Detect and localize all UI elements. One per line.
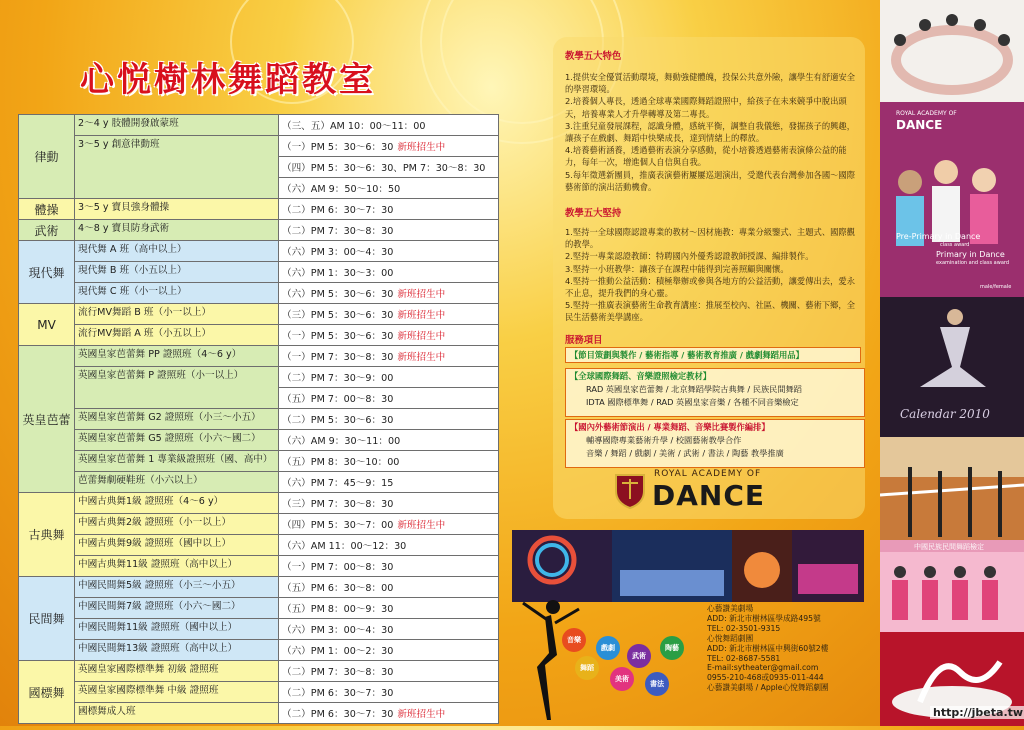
time-cell <box>279 136 499 157</box>
category-cell: 古典舞 <box>19 493 75 577</box>
services-box-3-line: 音樂 / 舞蹈 / 戲劇 / 美術 / 武術 / 書法 / 陶藝 教學推廣 <box>586 448 784 458</box>
time-text: （六）AM 9：30～11：00 <box>282 436 401 447</box>
table-row <box>19 346 499 367</box>
time-cell <box>279 619 499 640</box>
time-cell <box>279 304 499 325</box>
time-text: （六）PM 1：30～3：00 <box>282 268 394 279</box>
category-cell: 英皇芭蕾 <box>19 346 75 493</box>
class-cell: 中國民間舞7級 證照班（小六～國二） <box>75 598 279 619</box>
table-row <box>19 241 499 262</box>
contact-line: E-mail:sytheater@gmail.com <box>707 663 819 673</box>
folk-banner-caption: 中國民族民間舞蹈檢定 <box>914 543 984 551</box>
class-cell: 英國皇家芭蕾舞 1 專業級證照班（國、高中） <box>75 451 279 472</box>
rad-top-caption: ROYAL ACADEMY OF <box>896 110 957 117</box>
time-cell <box>279 325 499 346</box>
new-class-badge: 新班招生中 <box>397 520 446 531</box>
time-cell <box>279 451 499 472</box>
contact-info <box>707 604 829 693</box>
table-row <box>19 598 499 619</box>
time-cell <box>279 514 499 535</box>
art-circle: 美術 <box>610 667 634 691</box>
time-text: （二）PM 7：30～8：30 <box>282 226 394 237</box>
table-row <box>19 409 499 430</box>
services-box-2-head: 【全球國際舞蹈、音樂證照檢定教材】 <box>570 371 712 381</box>
time-cell <box>279 703 499 724</box>
table-row <box>19 199 499 220</box>
table-row <box>19 682 499 703</box>
time-text: （二）PM 5：30～6：30 <box>282 415 394 426</box>
services-box-1-text: 【節目策劃與製作 / 藝術指導 / 藝術教育推廣 / 戲劇舞蹈用品】 <box>570 350 804 360</box>
watermark: http://jbeta.tw <box>930 706 1024 719</box>
primary-caption: Primary in Dance <box>936 250 1005 259</box>
calendar-caption: Calendar 2010 <box>900 407 990 421</box>
art-circle: 戲劇 <box>596 636 620 660</box>
principles-item: 1.堅持一全球國際認證專業的教材～因材施教：專業分級鑒式、主題式、國際觀的教學。 <box>565 227 856 250</box>
principles-list <box>565 226 858 324</box>
table-row <box>19 703 499 724</box>
new-class-badge: 新班招生中 <box>397 310 446 321</box>
features-item: 5.每年徵選新團員，推廣表演藝術屢屢巡迴演出，受邀代表台灣參加各國～國際藝術節的演出活動機會。 <box>565 169 856 192</box>
table-row <box>19 556 499 577</box>
primary-sub-caption: examination and class award <box>936 260 1010 266</box>
contact-line: 心藝讚美劇場 / Apple心悅舞蹈劇團 <box>707 683 829 693</box>
time-cell <box>279 241 499 262</box>
time-text: （三）PM 7：30～8：30 <box>282 499 394 510</box>
new-class-badge: 新班招生中 <box>397 142 446 153</box>
class-cell: 2～4 y 肢體開發啟蒙班 <box>75 115 279 136</box>
class-cell: 中國民間舞11級 證照班（國中以上） <box>75 619 279 640</box>
principles-title: 教學五大堅持 <box>565 208 622 219</box>
time-cell <box>279 556 499 577</box>
category-cell: 武術 <box>19 220 75 241</box>
time-cell <box>279 409 499 430</box>
time-cell <box>279 535 499 556</box>
class-cell: 現代舞 C 班（小一以上） <box>75 283 279 304</box>
time-text: （二）PM 7：30～9：00 <box>282 373 394 384</box>
time-cell <box>279 493 499 514</box>
mf-caption: male/female <box>980 284 1012 290</box>
category-cell: 國標舞 <box>19 661 75 724</box>
photo-column <box>880 0 1024 726</box>
services-box-2-line: IDTA 國際標準舞 / RAD 英國皇家音樂 / 各種不同音樂檢定 <box>586 397 799 407</box>
class-cell: 中國民間舞5級 證照班（小三～小五） <box>75 577 279 598</box>
time-cell <box>279 283 499 304</box>
services-box-1 <box>565 347 861 363</box>
principles-item: 5.堅持一推廣表演藝術生命教育講座：推展至校內、社區、機關、藝術下鄉，全民生活藝術美學講座。 <box>565 300 856 323</box>
table-row <box>19 577 499 598</box>
table-row <box>19 472 499 493</box>
principles-item: 2.堅持一專業認證教師：特聘國內外優秀認證教師授課、編排製作。 <box>565 251 814 262</box>
class-cell: 芭蕾舞劇硬鞋班（小六以上） <box>75 472 279 493</box>
class-cell: 中國古典舞11級 證照班（高中以上） <box>75 556 279 577</box>
time-text: （六）PM 1：00～2：30 <box>282 646 394 657</box>
time-text: （六）AM 9：50～10：50 <box>282 184 401 195</box>
photo-ballet-barre <box>880 437 1024 540</box>
table-row <box>19 262 499 283</box>
table-row <box>19 304 499 325</box>
time-text: （一）PM 5：30～6：30 <box>282 331 394 342</box>
time-text: （二）PM 6：30～7：30 <box>282 688 394 699</box>
art-circle: 書法 <box>645 672 669 696</box>
class-cell: 英國皇家芭蕾舞 G5 證照班（小六～國二） <box>75 430 279 451</box>
time-text: （二）PM 6：30～7：30 <box>282 205 394 216</box>
table-row <box>19 136 499 157</box>
time-text: （五）PM 8：30～10：00 <box>282 457 400 468</box>
time-cell <box>279 577 499 598</box>
schedule-table <box>18 114 499 724</box>
performance-photo <box>512 530 864 602</box>
features-title: 教學五大特色 <box>565 51 622 62</box>
time-text: （一）PM 7：00～8：30 <box>282 562 394 573</box>
table-row <box>19 619 499 640</box>
services-title: 服務項目 <box>565 335 603 346</box>
class-cell: 中國古典舞1級 證照班（4～6 y） <box>75 493 279 514</box>
class-cell: 中國古典舞2級 證照班（小一以上） <box>75 514 279 535</box>
photo-ballet-circle <box>880 0 1024 102</box>
contact-line: ADD: 新北市樹林區學成路495號 <box>707 613 821 623</box>
features-item: 1.提供安全優質活動環境，舞動強健體魄，投保公共意外險，讓學生有舒適安全的學習環境。 <box>565 72 856 95</box>
class-cell: 流行MV舞蹈 B 班（小一以上） <box>75 304 279 325</box>
performance-photos <box>512 530 864 602</box>
time-cell <box>279 661 499 682</box>
features-list <box>565 71 858 193</box>
time-text: （二）PM 6：30～7：30 <box>282 709 394 720</box>
contact-line: ADD: 新北市樹林區中興街60號2樓 <box>707 643 829 653</box>
class-cell: 中國民間舞13級 證照班（高中以上） <box>75 640 279 661</box>
table-row <box>19 661 499 682</box>
features-item: 3.注重兒童發展課程，認識身體，感統平衡，調整自我儀態，發掘孩子的興趣，讓孩子在戲劇、舞蹈中快樂成長，達到情緒上的釋放。 <box>565 120 856 144</box>
time-text: （一）PM 7：30～8：30 <box>282 352 394 363</box>
rad-logo-main: DANCE <box>652 479 766 512</box>
class-cell: 中國古典舞9級 證照班（國中以上） <box>75 535 279 556</box>
new-class-badge: 新班招生中 <box>397 709 446 720</box>
time-text: （六）PM 3：00～4：30 <box>282 247 394 258</box>
class-cell: 英國皇家國際標準舞 中級 證照班 <box>75 682 279 703</box>
time-cell <box>279 115 499 136</box>
time-text: （五）PM 8：00～9：30 <box>282 604 394 615</box>
time-text: （五）PM 6：30～8：00 <box>282 583 394 594</box>
photo-pre-primary <box>880 102 1024 297</box>
principles-item: 4.堅持一推動公益活動：積極舉辦或參與各地方的公益活動，讓愛傳出去，愛永不止息，提升我們的身心靈。 <box>565 275 856 299</box>
time-cell <box>279 598 499 619</box>
time-cell <box>279 199 499 220</box>
new-class-badge: 新班招生中 <box>397 289 446 300</box>
class-cell: 英國皇家芭蕾舞 PP 證照班（4～6 y） <box>75 346 279 367</box>
table-row <box>19 283 499 304</box>
time-text: （四）PM 5：30～7：00 <box>282 520 394 531</box>
time-cell <box>279 220 499 241</box>
class-cell: 英國皇家芭蕾舞 P 證照班（小一以上） <box>75 367 279 409</box>
category-cell: 體操 <box>19 199 75 220</box>
art-circle: 音樂 <box>562 628 586 652</box>
class-cell: 英國皇家芭蕾舞 G2 證照班（小三～小五） <box>75 409 279 430</box>
class-cell: 3～5 y 創意律動班 <box>75 136 279 199</box>
contact-line: TEL: 02-8687-5581 <box>707 653 781 663</box>
services-box-3 <box>565 419 865 468</box>
table-row <box>19 451 499 472</box>
photo-ballet-calendar <box>880 297 1024 437</box>
time-text: （六）PM 7：45～9：15 <box>282 478 394 489</box>
services-box-3-head: 【國內外藝術節演出 / 專業舞蹈、音樂比賽製作編排】 <box>570 422 770 432</box>
table-row <box>19 367 499 388</box>
category-cell: 民間舞 <box>19 577 75 661</box>
time-cell <box>279 367 499 388</box>
contact-line: 心藝讚美劇場 <box>707 604 754 613</box>
category-cell: 現代舞 <box>19 241 75 304</box>
time-text: （六）PM 3：00～4：30 <box>282 625 394 636</box>
time-cell <box>279 640 499 661</box>
class-cell: 流行MV舞蹈 A 班（小五以上） <box>75 325 279 346</box>
time-text: （六）AM 11：00～12：30 <box>282 541 407 552</box>
time-cell <box>279 262 499 283</box>
time-text: （五）PM 7：00～8：30 <box>282 394 394 405</box>
new-class-badge: 新班招生中 <box>397 352 446 363</box>
time-cell <box>279 157 499 178</box>
table-row <box>19 430 499 451</box>
time-cell <box>279 178 499 199</box>
services-box-3-line: 輔導國際專業藝術升學 / 校園藝術教學合作 <box>586 435 742 445</box>
time-cell <box>279 472 499 493</box>
table-row <box>19 493 499 514</box>
table-row <box>19 115 499 136</box>
features-item: 2.培養個人專長，透過全球專業國際舞蹈證照中，給孩子在未來競爭中脫出頭天，培養專業人才升學轉導及第二專長。 <box>565 96 847 119</box>
rad-logo <box>612 465 782 513</box>
class-cell: 國標舞成人班 <box>75 703 279 724</box>
time-cell <box>279 682 499 703</box>
table-row <box>19 514 499 535</box>
table-row <box>19 220 499 241</box>
category-cell: 律動 <box>19 115 75 199</box>
contact-line: TEL: 02-3501-9315 <box>707 623 781 633</box>
class-cell: 現代舞 A 班（高中以上） <box>75 241 279 262</box>
art-circle: 武術 <box>627 644 651 668</box>
rad-dance-caption: DANCE <box>896 118 943 132</box>
art-circle: 舞蹈 <box>575 656 599 680</box>
features-item: 4.培養藝術涵養，透過藝術表演分享感動，從小培養透過藝術表演條公益的能力，每年一次，增進個人自信與自我。 <box>565 145 847 168</box>
table-row <box>19 325 499 346</box>
category-cell: MV <box>19 304 75 346</box>
time-cell <box>279 346 499 367</box>
dancer-silhouette-icon <box>515 595 585 725</box>
time-cell <box>279 388 499 409</box>
contact-line: 心悅舞蹈劇團 <box>707 633 754 643</box>
photo-folk-dance <box>880 540 1024 632</box>
rad-logo-top: ROYAL ACADEMY OF <box>654 469 762 479</box>
time-text: （四）PM 5：30～6：30、PM 7：30～8：30 <box>282 163 486 174</box>
art-circle: 陶藝 <box>660 636 684 660</box>
time-text: （三、五）AM 10：00～11：00 <box>282 121 426 132</box>
table-row <box>19 640 499 661</box>
new-class-badge: 新班招生中 <box>397 331 446 342</box>
time-text: （六）PM 5：30～6：30 <box>282 289 394 300</box>
class-cell: 現代舞 B 班（小五以上） <box>75 262 279 283</box>
services-box-2 <box>565 368 865 417</box>
principles-item: 3.堅持一小班教學：讓孩子在課程中能得到完善照顧與關懷。 <box>565 263 789 274</box>
time-text: （三）PM 5：30～6：30 <box>282 310 394 321</box>
class-cell: 4～8 y 寶貝防身武術 <box>75 220 279 241</box>
class-cell: 3～5 y 寶貝強身體操 <box>75 199 279 220</box>
time-cell <box>279 430 499 451</box>
class-cell: 英國皇家國際標準舞 初級 證照班 <box>75 661 279 682</box>
pre-primary-caption: Pre-Primary in Dance <box>896 232 981 241</box>
services-box-2-line: RAD 英國皇家芭蕾舞 / 北京舞蹈學院古典舞 / 民族民間舞蹈 <box>586 384 802 394</box>
contact-line: 0955-210-468或0935-011-444 <box>707 673 824 683</box>
table-row <box>19 535 499 556</box>
page-title: 心悦樹林舞蹈教室 <box>80 60 376 100</box>
rad-crest-icon <box>612 469 648 509</box>
pre-primary-sub-caption: class award <box>940 242 970 248</box>
time-text: （二）PM 7：30～8：30 <box>282 667 394 678</box>
time-text: （一）PM 5：30～6：30 <box>282 142 394 153</box>
